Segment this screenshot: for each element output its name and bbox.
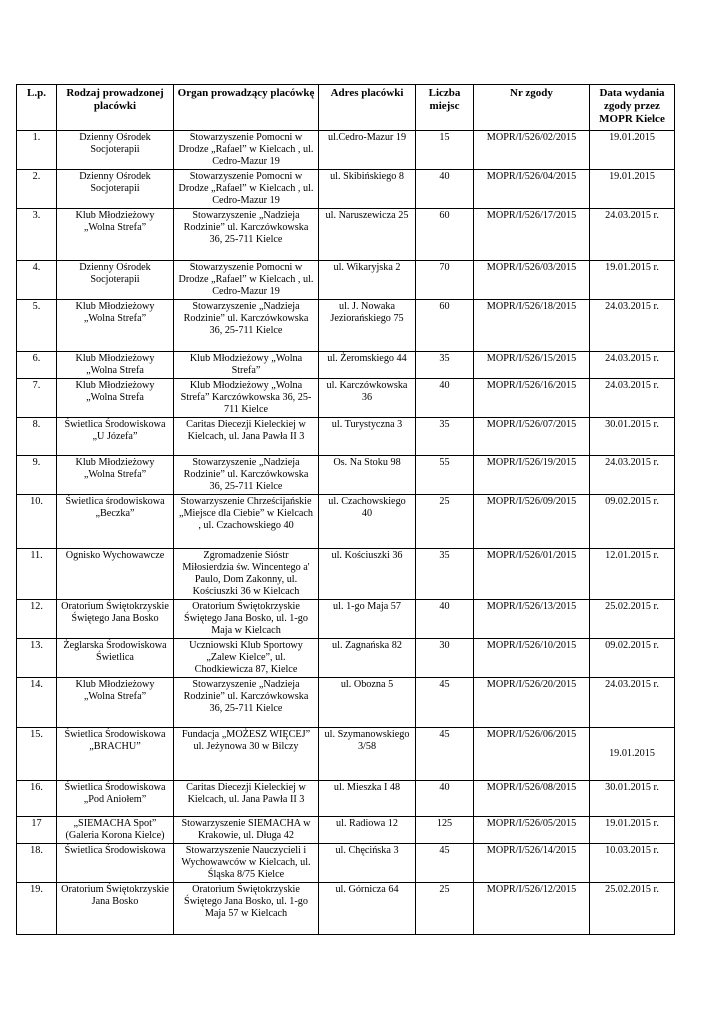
- row-places: 35: [416, 418, 474, 456]
- consent-number: MOPR/I/526/08/2015: [474, 781, 590, 817]
- consent-number: MOPR/I/526/05/2015: [474, 817, 590, 844]
- row-operator: Klub Młodzieżowy „Wolna Strefa”: [174, 352, 319, 379]
- row-address: ul. Zagnańska 82: [319, 639, 416, 678]
- row-lp: 18.: [17, 844, 57, 883]
- row-places: 30: [416, 639, 474, 678]
- row-type: Klub Młodzieżowy „Wolna Strefa”: [57, 456, 174, 495]
- table-row: [17, 418, 675, 456]
- row-lp: 17: [17, 817, 57, 844]
- row-lp: 16.: [17, 781, 57, 817]
- data-date: 09.02.2015 r.: [590, 495, 675, 549]
- row-address: ul. Obozna 5: [319, 678, 416, 728]
- table-row: [17, 300, 675, 352]
- row-places: 55: [416, 456, 474, 495]
- data-date: 24.03.2015 r.: [590, 678, 675, 728]
- row-places: 40: [416, 170, 474, 209]
- row-address: ul. Karczówkowska 36: [319, 379, 416, 418]
- table-row: [17, 261, 675, 300]
- row-operator: Stowarzyszenie Pomocni w Drodze „Rafael” w Kielcach , ul. Cedro-Mazur 19: [174, 131, 319, 170]
- data-date: 24.03.2015 r.: [590, 352, 675, 379]
- header-places: Liczba miejsc: [416, 85, 474, 131]
- row-lp: 2.: [17, 170, 57, 209]
- data-date: 19.01.2015: [590, 131, 675, 170]
- row-places: 35: [416, 549, 474, 600]
- row-operator: Stowarzyszenie „Nadzieja Rodzinie” ul. Karczówkowska 36, 25-711 Kielce: [174, 456, 319, 495]
- row-operator: Stowarzyszenie „Nadzieja Rodzinie” ul. Karczówkowska 36, 25-711 Kielce: [174, 300, 319, 352]
- row-operator: Stowarzyszenie Chrześcijańskie „Miejsce dla Ciebie” w Kielcach , ul. Czachowskiego 40: [174, 495, 319, 549]
- header-date: Data wydania zgody przez MOPR Kielce: [590, 85, 675, 131]
- data-date: 19.01.2015 r.: [590, 817, 675, 844]
- row-places: 60: [416, 300, 474, 352]
- row-address: Os. Na Stoku 98: [319, 456, 416, 495]
- data-date: 12.01.2015 r.: [590, 549, 675, 600]
- row-lp: 3.: [17, 209, 57, 261]
- consent-number: MOPR/I/526/09/2015: [474, 495, 590, 549]
- consent-number: MOPR/I/526/20/2015: [474, 678, 590, 728]
- consent-number: MOPR/I/526/07/2015: [474, 418, 590, 456]
- row-operator: Stowarzyszenie Pomocni w Drodze „Rafael” w Kielcach , ul. Cedro-Mazur 19: [174, 261, 319, 300]
- header-operator: Organ prowadzący placówkę: [174, 85, 319, 131]
- row-type: Świetlica Środowiskowa „U Józefa”: [57, 418, 174, 456]
- row-lp: 10.: [17, 495, 57, 549]
- table-row: [17, 549, 675, 600]
- row-lp: 1.: [17, 131, 57, 170]
- row-type: Świetlica Środowiskowa: [57, 844, 174, 883]
- row-operator: Uczniowski Klub Sportowy „Zalew Kielce”, ul. Chodkiewicza 87, Kielce: [174, 639, 319, 678]
- row-lp: 8.: [17, 418, 57, 456]
- row-operator: Caritas Diecezji Kieleckiej w Kielcach, ul. Jana Pawła II 3: [174, 781, 319, 817]
- row-places: 40: [416, 600, 474, 639]
- row-lp: 12.: [17, 600, 57, 639]
- row-type: Dzienny Ośrodek Socjoterapii: [57, 261, 174, 300]
- consent-number: MOPR/I/526/16/2015: [474, 379, 590, 418]
- row-places: 25: [416, 883, 474, 935]
- row-address: ul. Górnicza 64: [319, 883, 416, 935]
- row-lp: 9.: [17, 456, 57, 495]
- consent-number: MOPR/I/526/14/2015: [474, 844, 590, 883]
- data-date: 10.03.2015 r.: [590, 844, 675, 883]
- row-operator: Stowarzyszenie Pomocni w Drodze „Rafael” w Kielcach , ul. Cedro-Mazur 19: [174, 170, 319, 209]
- row-address: ul. Żeromskiego 44: [319, 352, 416, 379]
- row-places: 35: [416, 352, 474, 379]
- consent-number: MOPR/I/526/10/2015: [474, 639, 590, 678]
- row-type: Świetlica Środowiskowa „BRACHU”: [57, 728, 174, 781]
- row-lp: 5.: [17, 300, 57, 352]
- table-row: [17, 844, 675, 883]
- table-row: [17, 639, 675, 678]
- row-lp: 11.: [17, 549, 57, 600]
- row-address: ul. Chęcińska 3: [319, 844, 416, 883]
- data-date: 24.03.2015 r.: [590, 379, 675, 418]
- placowki-table: [16, 84, 675, 935]
- table-row: [17, 495, 675, 549]
- consent-number: MOPR/I/526/13/2015: [474, 600, 590, 639]
- row-operator: Stowarzyszenie Nauczycieli i Wychowawców w Kielcach, ul. Śląska 8/75 Kielce: [174, 844, 319, 883]
- row-places: 15: [416, 131, 474, 170]
- row-type: „SIEMACHA Spot” (Galeria Korona Kielce): [57, 817, 174, 844]
- consent-number: MOPR/I/526/04/2015: [474, 170, 590, 209]
- row-type: Ognisko Wychowawcze: [57, 549, 174, 600]
- row-places: 125: [416, 817, 474, 844]
- table-row: [17, 600, 675, 639]
- data-date: 30.01.2015 r.: [590, 418, 675, 456]
- table-header-row: [17, 85, 675, 131]
- row-type: Klub Młodzieżowy „Wolna Strefa: [57, 352, 174, 379]
- consent-number: MOPR/I/526/01/2015: [474, 549, 590, 600]
- row-lp: 13.: [17, 639, 57, 678]
- data-date: 24.03.2015 r.: [590, 209, 675, 261]
- row-type: Klub Młodzieżowy „Wolna Strefa: [57, 379, 174, 418]
- row-type: Klub Młodzieżowy „Wolna Strefa”: [57, 678, 174, 728]
- row-type: Dzienny Ośrodek Socjoterapii: [57, 170, 174, 209]
- row-operator: Zgromadzenie Sióstr Miłosierdzia św. Wincentego a' Paulo, Dom Zakonny, ul. Kościuszki 36 w Kielcach: [174, 549, 319, 600]
- consent-number: MOPR/I/526/03/2015: [474, 261, 590, 300]
- row-lp: 19.: [17, 883, 57, 935]
- row-lp: 15.: [17, 728, 57, 781]
- row-address: ul. 1-go Maja 57: [319, 600, 416, 639]
- row-places: 40: [416, 379, 474, 418]
- row-address: ul.Cedro-Mazur 19: [319, 131, 416, 170]
- row-operator: Stowarzyszenie „Nadzieja Rodzinie” ul. Karczówkowska 36, 25-711 Kielce: [174, 678, 319, 728]
- row-operator: Klub Młodzieżowy „Wolna Strefa” Karczówkowska 36, 25-711 Kielce: [174, 379, 319, 418]
- table-row: [17, 781, 675, 817]
- consent-number: MOPR/I/526/17/2015: [474, 209, 590, 261]
- consent-number: MOPR/I/526/15/2015: [474, 352, 590, 379]
- table-row: [17, 678, 675, 728]
- row-lp: 14.: [17, 678, 57, 728]
- data-date: 24.03.2015 r.: [590, 300, 675, 352]
- row-address: ul. Turystyczna 3: [319, 418, 416, 456]
- header-type: Rodzaj prowadzonej placówki: [57, 85, 174, 131]
- row-places: 45: [416, 844, 474, 883]
- row-type: Oratorium Świętokrzyskie Jana Bosko: [57, 883, 174, 935]
- row-lp: 4.: [17, 261, 57, 300]
- row-places: 25: [416, 495, 474, 549]
- data-date: 09.02.2015 r.: [590, 639, 675, 678]
- row-address: ul. Naruszewicza 25: [319, 209, 416, 261]
- row-operator: Caritas Diecezji Kieleckiej w Kielcach, ul. Jana Pawła II 3: [174, 418, 319, 456]
- row-address: ul. Radiowa 12: [319, 817, 416, 844]
- table-row: [17, 131, 675, 170]
- header-lp: L.p.: [17, 85, 57, 131]
- row-places: 40: [416, 781, 474, 817]
- row-places: 70: [416, 261, 474, 300]
- data-date: 19.01.2015 r.: [590, 261, 675, 300]
- consent-number: MOPR/I/526/19/2015: [474, 456, 590, 495]
- data-date: 24.03.2015 r.: [590, 456, 675, 495]
- row-type: Oratorium Świętokrzyskie Świętego Jana Bosko: [57, 600, 174, 639]
- row-address: ul. J. Nowaka Jeziorańskiego 75: [319, 300, 416, 352]
- consent-number: MOPR/I/526/12/2015: [474, 883, 590, 935]
- row-address: ul. Czachowskiego 40: [319, 495, 416, 549]
- table-row: [17, 209, 675, 261]
- table-row: [17, 883, 675, 935]
- row-places: 60: [416, 209, 474, 261]
- table-row: [17, 456, 675, 495]
- row-address: ul. Szymanowskiego 3/58: [319, 728, 416, 781]
- row-places: 45: [416, 678, 474, 728]
- table-row: [17, 170, 675, 209]
- header-consent-no: Nr zgody: [474, 85, 590, 131]
- data-date: 25.02.2015 r.: [590, 600, 675, 639]
- row-type: Klub Młodzieżowy „Wolna Strefa”: [57, 209, 174, 261]
- row-address: ul. Skibińskiego 8: [319, 170, 416, 209]
- consent-number: MOPR/I/526/06/2015: [474, 728, 590, 781]
- data-date: 19.01.2015: [590, 728, 675, 781]
- table-row: [17, 728, 675, 781]
- table-row: [17, 379, 675, 418]
- row-address: ul. Wikaryjska 2: [319, 261, 416, 300]
- data-date: 25.02.2015 r.: [590, 883, 675, 935]
- row-operator: Stowarzyszenie „Nadzieja Rodzinie” ul. Karczówkowska 36, 25-711 Kielce: [174, 209, 319, 261]
- row-type: Dzienny Ośrodek Socjoterapii: [57, 131, 174, 170]
- consent-number: MOPR/I/526/02/2015: [474, 131, 590, 170]
- row-type: Żeglarska Środowiskowa Świetlica: [57, 639, 174, 678]
- data-date: 30.01.2015 r.: [590, 781, 675, 817]
- table-row: [17, 352, 675, 379]
- row-operator: Stowarzyszenie SIEMACHA w Krakowie, ul. Długa 42: [174, 817, 319, 844]
- data-date: 19.01.2015: [590, 170, 675, 209]
- consent-number: MOPR/I/526/18/2015: [474, 300, 590, 352]
- row-lp: 6.: [17, 352, 57, 379]
- row-operator: Oratorium Świętokrzyskie Świętego Jana Bosko, ul. 1-go Maja w Kielcach: [174, 600, 319, 639]
- row-address: ul. Kościuszki 36: [319, 549, 416, 600]
- row-operator: Fundacja „MOŻESZ WIĘCEJ” ul. Jeżynowa 30 w Bilczy: [174, 728, 319, 781]
- table-row: [17, 817, 675, 844]
- row-type: Świetlica środowiskowa „Beczka”: [57, 495, 174, 549]
- row-type: Świetlica Środowiskowa „Pod Aniołem”: [57, 781, 174, 817]
- row-lp: 7.: [17, 379, 57, 418]
- row-address: ul. Mieszka I 48: [319, 781, 416, 817]
- header-address: Adres placówki: [319, 85, 416, 131]
- row-places: 45: [416, 728, 474, 781]
- row-type: Klub Młodzieżowy „Wolna Strefa”: [57, 300, 174, 352]
- row-operator: Oratorium Świętokrzyskie Świętego Jana Bosko, ul. 1-go Maja 57 w Kielcach: [174, 883, 319, 935]
